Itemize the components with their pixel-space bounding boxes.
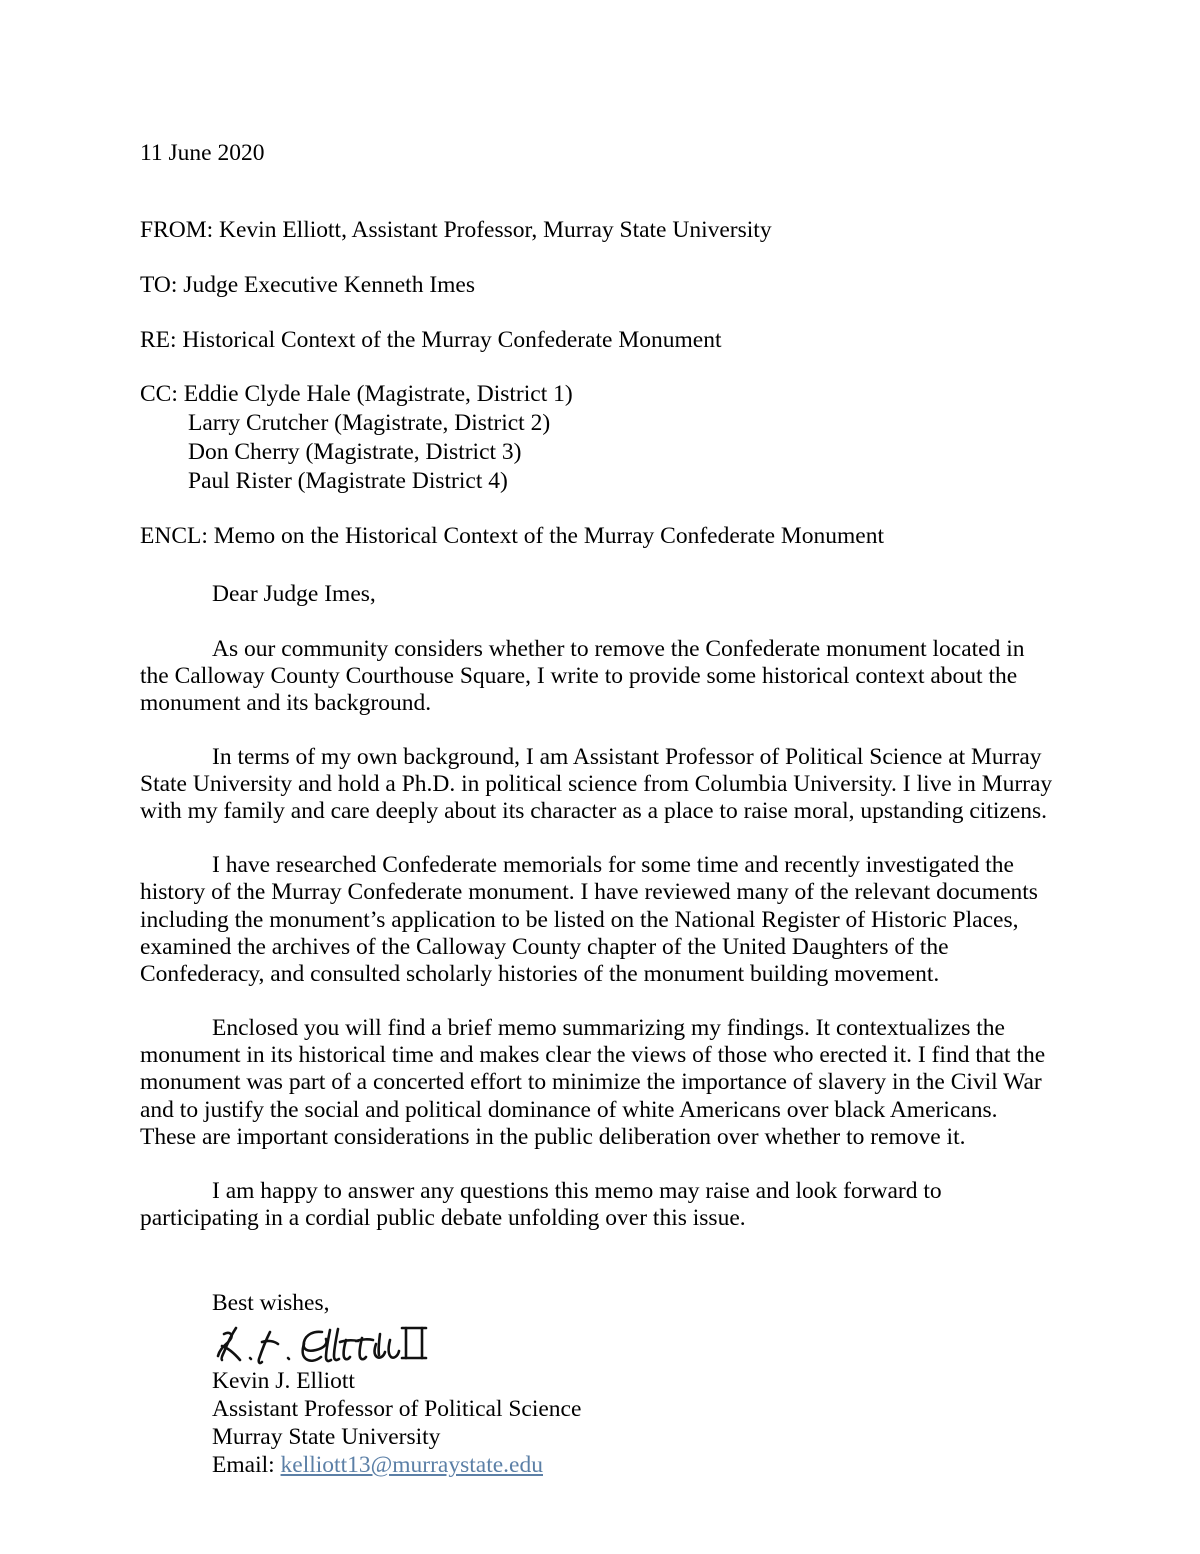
- signature-affiliation: Murray State University: [212, 1424, 441, 1451]
- header-to-line: TO: Judge Executive Kenneth Imes: [140, 272, 476, 299]
- signature-title: Assistant Professor of Political Science: [212, 1396, 582, 1423]
- header-cc-line-3: Don Cherry (Magistrate, District 3): [188, 439, 522, 466]
- letter-body: [140, 138, 1058, 1480]
- header-re-line: RE: Historical Context of the Murray Confederate Monument: [140, 327, 722, 354]
- header-cc-line-2: Larry Crutcher (Magistrate, District 2): [188, 410, 551, 437]
- header-cc-line-1: CC: Eddie Clyde Hale (Magistrate, District 1): [140, 381, 573, 408]
- body-paragraph-3: I have researched Confederate memorials for some time and recently investigated the history of the Murray Confederate monument. I have reviewed many of the relevant documents including the monument’s application to be listed on the National Register of Historic Places, examined the archives of the Calloway County chapter of the United Daughters of the Confederacy, and consulted scholarly histories of the monument building movement.: [140, 851, 1038, 988]
- signature-email-line: [212, 1452, 1058, 1480]
- signature-image: [140, 1322, 1058, 1368]
- signature-name: Kevin J. Elliott: [212, 1368, 355, 1395]
- handwritten-signature-icon: [210, 1322, 510, 1368]
- signature-block: [140, 1368, 1058, 1480]
- letter-salutation: Dear Judge Imes,: [212, 581, 376, 608]
- header-encl-line: ENCL: Memo on the Historical Context of the Murray Confederate Monument: [140, 523, 885, 550]
- body-paragraph-2: In terms of my own background, I am Assistant Professor of Political Science at Murray State University and hold a Ph.D. in political science from Columbia University. I live in Murray with my family and care deeply about its character as a place to raise moral, upstanding citizens.: [140, 743, 1053, 825]
- letter-closing: Best wishes,: [212, 1290, 330, 1317]
- body-paragraph-4: Enclosed you will find a brief memo summarizing my findings. It contextualizes the monument in its historical time and makes clear the views of those who erected it. I find that the monument was part of a concerted effort to minimize the importance of slavery in the Civil War and to justify the social and political dominance of white Americans over black Americans. These are important considerations in the public deliberation over whether to remove it.: [140, 1014, 1046, 1151]
- header-cc-block: [140, 380, 1058, 496]
- header-from-line: FROM: Kevin Elliott, Assistant Professor, Murray State University: [140, 217, 772, 244]
- letter-header-block: [140, 215, 1058, 551]
- email-label: Email:: [212, 1452, 281, 1479]
- body-paragraph-5: I am happy to answer any questions this memo may raise and look forward to participating in a cordial public debate unfolding over this issue.: [140, 1177, 942, 1231]
- letter-date: 11 June 2020: [140, 140, 265, 166]
- header-cc-line-4: Paul Rister (Magistrate District 4): [188, 468, 508, 495]
- email-link[interactable]: kelliott13@murraystate.edu: [280, 1452, 543, 1479]
- body-paragraph-1: As our community considers whether to remove the Confederate monument located in the Calloway County Courthouse Square, I write to provide some historical context about the monument and its background.: [140, 635, 1025, 717]
